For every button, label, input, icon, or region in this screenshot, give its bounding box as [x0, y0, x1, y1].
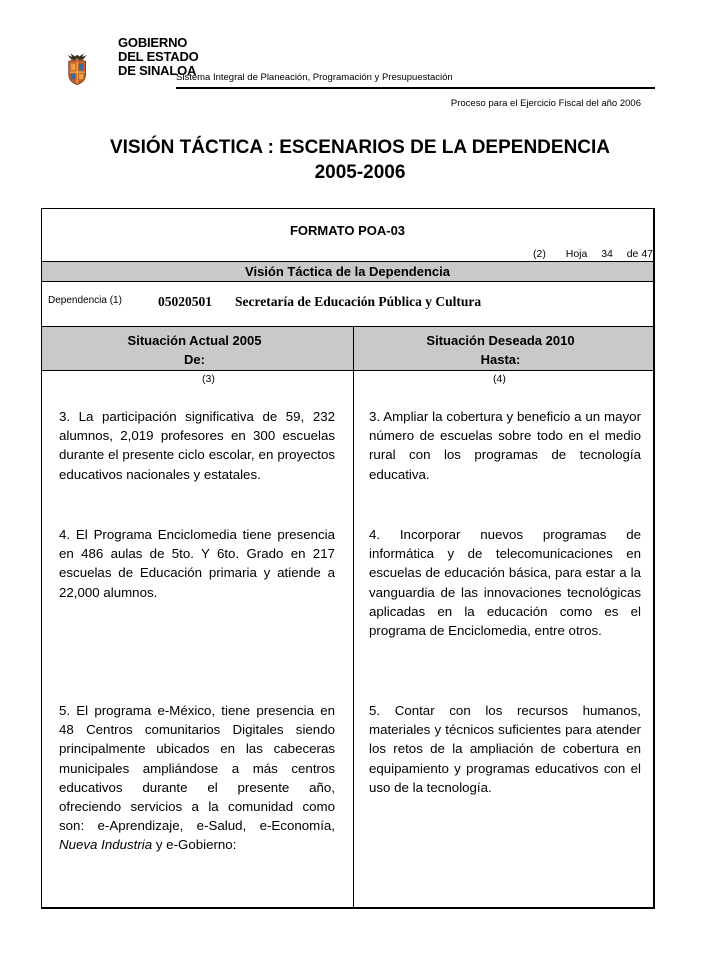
desired-situation-title: Situación Deseada 2010: [426, 333, 575, 348]
state-seal-logo: [66, 32, 116, 106]
desired-situation-sub: Hasta:: [480, 352, 521, 367]
current-column-number: (3): [202, 373, 215, 385]
desired-item-4: 4. Incorporar nuevos programas de informática y de telecomunicaciones en escuelas de educación básica, para estar a la vanguardia de las innovaciones tecnológicas aplicadas en la educación como es el programa de Enciclomedia, entre otros.: [369, 527, 641, 639]
page-title: [0, 135, 720, 185]
current-item-5-italic: Nueva Industria: [59, 837, 153, 853]
current-item-4: 4. El Programa Enciclomedia tiene presencia en 486 aulas de 5to. Y 6to. Grado en 217 escuelas de Educación primaria y atiende a 22,000 alumnos.: [59, 527, 335, 600]
current-item-5-text: 5. El programa e-México, tiene presencia en 48 Centros comunitarios Digitales siendo principalmente ubicados en las cabeceras municipales ampliándose a más centros educativos durante el presente año, ofreciendo servicios a la comunidad como son: e-Aprendizaje, e-Salud, e-Economía,: [59, 703, 335, 834]
poa-form: [41, 208, 655, 909]
page-title-line-2: 2005-2006: [314, 162, 406, 183]
current-situation-header: [42, 331, 347, 369]
system-title: Sistema Integral de Planeación, Programación y Presupuestación: [176, 72, 453, 83]
desired-item-5: 5. Contar con los recursos humanos, materiales y técnicos suficientes para atender los retos de la ampliación de cobertura en equipamiento y programas educativos con el uso de la tecnología.: [369, 703, 641, 795]
current-situation-title: Situación Actual 2005: [127, 333, 262, 348]
form-code: FORMATO POA-03: [289, 223, 406, 238]
sheet-ref: (2): [533, 248, 546, 260]
desired-column-number: (4): [493, 373, 506, 385]
dependency-name: Secretaría de Educación Pública y Cultura: [235, 294, 482, 309]
page-title-line-1: VISIÓN TÁCTICA : ESCENARIOS DE LA DEPENDENCIA: [109, 137, 611, 158]
column-divider: [353, 327, 354, 909]
process-label: Proceso para el Ejercicio Fiscal del año 2006: [450, 98, 641, 109]
current-item-3: 3. La participación significativa de 59, 232 alumnos, 2,019 profesores en 300 escuelas durante el presente ciclo escolar, en proyectos educativos nacionales y estatales.: [59, 409, 335, 482]
dependency-code: 05020501: [158, 294, 212, 309]
logo-line-2: DEL ESTADO: [118, 49, 199, 64]
dependency-label: Dependencia (1): [48, 295, 122, 306]
header-rule: [176, 87, 655, 89]
desired-item-3: 3. Ampliar la cobertura y beneficio a un mayor número de escuelas sobre todo en el medio rural con los programas de tecnología educativa.: [369, 409, 641, 482]
sheet-number: 34: [601, 248, 613, 260]
sheet-indicator: [533, 248, 653, 260]
column-headers: [42, 327, 653, 371]
section-title: Visión Táctica de la Dependencia: [42, 262, 653, 282]
current-situation-sub: De:: [184, 352, 205, 367]
sheet-total: de 47: [626, 248, 653, 260]
current-item-5: [59, 701, 335, 855]
sheet-label: Hoja: [565, 248, 588, 260]
desired-situation-header: [348, 331, 653, 369]
logo-line-3: DE SINALOA: [118, 63, 197, 78]
current-item-5-end: y e-Gobierno:: [152, 837, 237, 853]
logo-line-1: GOBIERNO: [118, 35, 188, 50]
